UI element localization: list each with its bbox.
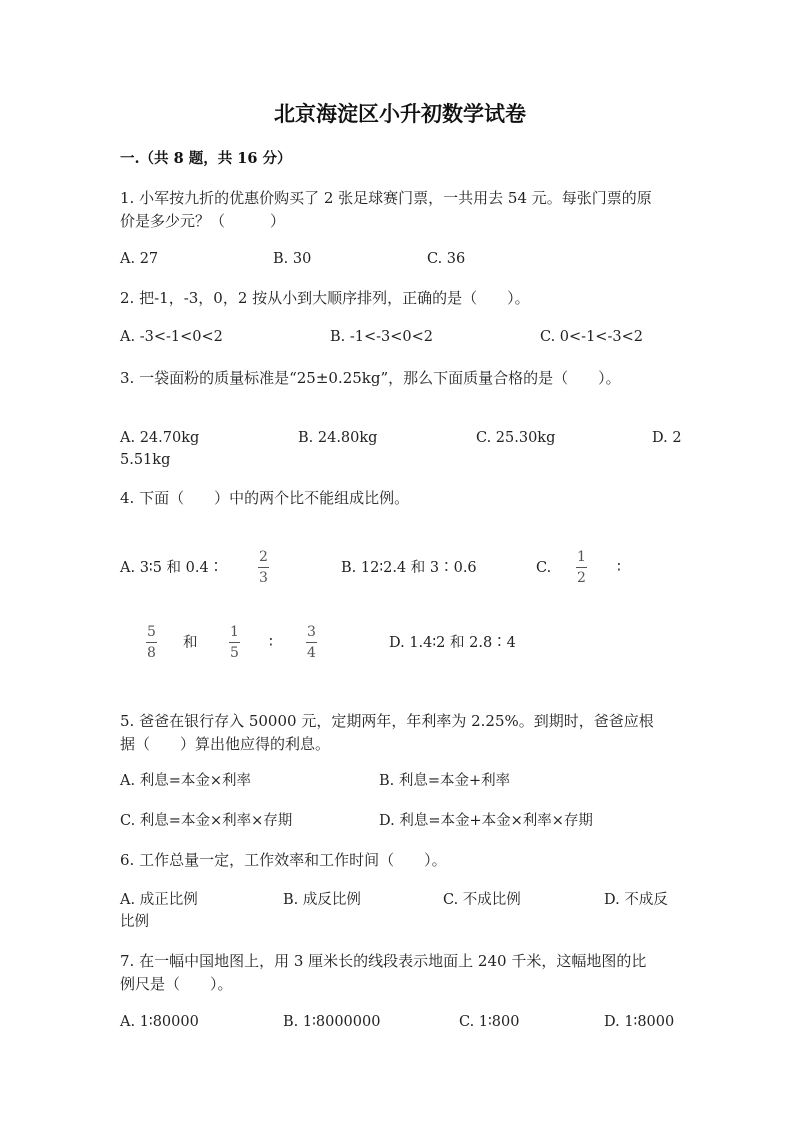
question-5-line-1: 5. 爸爸在银行存入 50000 元，定期两年，年利率为 2.25%。到期时，爸爸应根: [120, 712, 654, 730]
question-5-line-2: 据（ ）算出他应得的利息。: [120, 735, 331, 753]
fraction-1-5: 1 5: [230, 624, 239, 661]
question-7-option-c: C. 1∶800: [459, 1014, 520, 1030]
question-7-option-a: A. 1∶80000: [120, 1014, 199, 1030]
question-7-line-1: 7. 在一幅中国地图上，用 3 厘米长的线段表示地面上 240 千米，这幅地图的比: [120, 952, 647, 970]
question-3-option-d: D. 2: [652, 430, 682, 446]
question-6-option-d-wrap: 比例: [120, 914, 149, 930]
question-5-option-c: C. 利息=本金×利率×存期: [120, 813, 293, 829]
question-6-option-d: D. 不成反: [604, 892, 668, 908]
question-4-option-c: C.: [536, 560, 552, 576]
question-1-option-c: C. 36: [427, 251, 466, 267]
question-7-option-b: B. 1∶8000000: [283, 1014, 381, 1030]
page-title: 北京海淀区小升初数学试卷: [274, 101, 526, 126]
question-3-option-b: B. 24.80kg: [298, 430, 378, 446]
question-4-option-a: A. 3∶5 和 0.4∶: [120, 560, 224, 576]
fraction-2-3: 2 3: [259, 549, 268, 586]
question-5-option-b: B. 利息=本金+利率: [379, 773, 511, 789]
question-6-line-1: 6. 工作总量一定，工作效率和工作时间（ ）。: [120, 851, 447, 869]
question-2-option-a: A. -3<-1<0<2: [120, 329, 223, 345]
question-4-option-b: B. 12∶2.4 和 3∶0.6: [341, 560, 477, 576]
question-1-option-a: A. 27: [120, 251, 159, 267]
section-heading: 一.（共 8 题，共 16 分）: [120, 150, 292, 167]
question-3-option-c: C. 25.30kg: [476, 430, 556, 446]
fraction-5-8: 5 8: [147, 624, 156, 661]
question-1-line-2: 价是多少元？（ ）: [120, 212, 286, 230]
question-3-line-1: 3. 一袋面粉的质量标准是“25±0.25kg”，那么下面质量合格的是（ ）。: [120, 369, 621, 387]
ratio-colon: ∶: [617, 560, 621, 576]
question-6-option-a: A. 成正比例: [120, 892, 198, 908]
question-3-option-a: A. 24.70kg: [120, 430, 200, 446]
and-word: 和: [183, 635, 198, 651]
question-1-option-b: B. 30: [273, 251, 312, 267]
question-5-option-a: A. 利息=本金×利率: [120, 773, 251, 789]
question-5-option-d: D. 利息=本金+本金×利率×存期: [379, 813, 593, 829]
question-7-option-d: D. 1∶8000: [604, 1014, 675, 1030]
question-3-option-d-wrap: 5.51kg: [120, 452, 171, 468]
question-4-option-d: D. 1.4∶2 和 2.8∶4: [389, 635, 516, 651]
question-2-option-b: B. -1<-3<0<2: [330, 329, 434, 345]
fraction-3-4: 3 4: [307, 624, 316, 661]
ratio-colon-2: ∶: [269, 635, 273, 651]
question-2-option-c: C. 0<-1<-3<2: [540, 329, 643, 345]
question-6-option-b: B. 成反比例: [283, 892, 361, 908]
question-2-line-1: 2. 把-1，-3，0，2 按从小到大顺序排列，正确的是（ ）。: [120, 289, 530, 307]
question-4-line-1: 4. 下面（ ）中的两个比不能组成比例。: [120, 489, 410, 507]
question-7-line-2: 例尺是（ ）。: [120, 975, 233, 993]
question-6-option-c: C. 不成比例: [443, 892, 521, 908]
fraction-1-2: 1 2: [577, 549, 586, 586]
question-1-line-1: 1. 小军按九折的优惠价购买了 2 张足球赛门票，一共用去 54 元。每张门票的原: [120, 189, 652, 207]
